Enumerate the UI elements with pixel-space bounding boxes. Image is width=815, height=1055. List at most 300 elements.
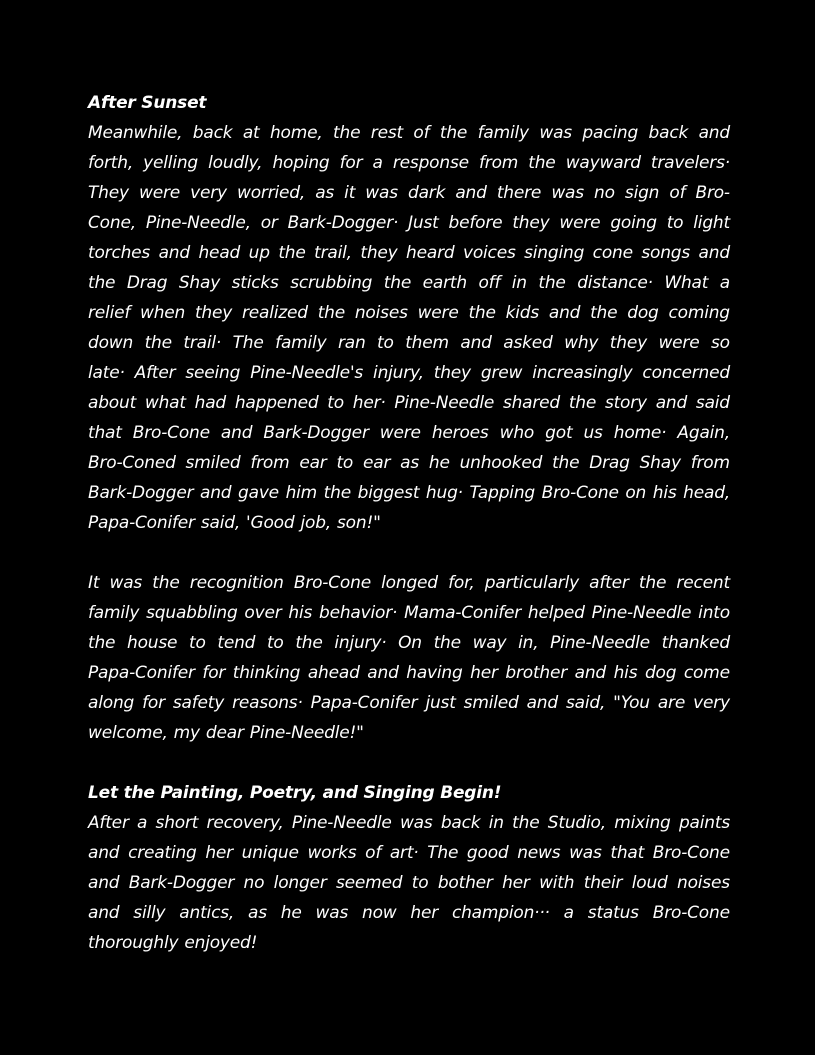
- word: rest: [370, 123, 403, 143]
- word: and: [455, 183, 487, 203]
- word: On: [398, 633, 422, 653]
- word: brother: [505, 663, 568, 683]
- word: back: [648, 123, 689, 143]
- word: him: [285, 483, 318, 503]
- word: songs: [641, 243, 691, 263]
- word: of: [669, 183, 686, 203]
- word: voices: [462, 243, 516, 263]
- word: that: [88, 423, 122, 443]
- word: said,: [200, 513, 241, 533]
- word: grew: [480, 363, 523, 383]
- word: said,: [565, 693, 606, 713]
- word: and: [698, 243, 730, 263]
- word: Papa-Conifer: [88, 513, 195, 533]
- word: was: [539, 123, 572, 143]
- text-line: [88, 268, 730, 298]
- word: recognition: [189, 573, 284, 593]
- word: and: [655, 393, 688, 413]
- word: and: [200, 483, 232, 503]
- word: they: [433, 363, 471, 383]
- word: no: [243, 873, 265, 893]
- word: way: [472, 633, 507, 653]
- word: to: [336, 453, 354, 473]
- word: back: [192, 123, 233, 143]
- word: they: [609, 333, 647, 353]
- word: sign: [624, 183, 660, 203]
- word: back: [440, 813, 481, 833]
- word: Pine-Needle: [394, 393, 495, 413]
- text-line: [88, 148, 730, 178]
- word: longed: [381, 573, 438, 593]
- word: off: [478, 273, 501, 293]
- word: ahead: [307, 663, 360, 683]
- text-line: [88, 238, 730, 268]
- word: Drag: [126, 273, 168, 293]
- text-line: [88, 898, 730, 928]
- text-line: [88, 568, 730, 598]
- word: safety: [172, 693, 225, 713]
- word: head,: [683, 483, 730, 503]
- text-line: [88, 598, 730, 628]
- text-line: [88, 118, 730, 148]
- word: the: [323, 483, 351, 503]
- word: response: [392, 153, 469, 173]
- word: her·: [352, 393, 386, 413]
- word: the: [538, 273, 566, 293]
- word: a: [719, 273, 730, 293]
- word: just: [425, 693, 456, 713]
- text-line: [88, 328, 730, 358]
- word: a: [563, 903, 574, 923]
- word: Bro-Cone: [652, 903, 730, 923]
- word: son!": [337, 513, 381, 533]
- word: her: [502, 873, 530, 893]
- word: Just: [408, 213, 439, 233]
- word: in: [511, 273, 527, 293]
- word: Studio,: [547, 813, 606, 833]
- word: home·: [613, 423, 667, 443]
- word: hug·: [425, 483, 463, 503]
- word: ear: [363, 453, 391, 473]
- word: reasons·: [232, 693, 303, 713]
- word: silly: [133, 903, 166, 923]
- word: were: [658, 333, 700, 353]
- word: worried,: [237, 183, 306, 203]
- word: dog: [627, 303, 659, 323]
- word: and: [367, 663, 399, 683]
- word: a: [137, 813, 148, 833]
- word: very: [190, 183, 227, 203]
- word: the: [383, 273, 412, 293]
- word: loudly,: [208, 153, 263, 173]
- word: family: [88, 603, 140, 623]
- word: to: [189, 633, 206, 653]
- word: Cone,: [88, 213, 136, 233]
- word: Shay: [178, 273, 221, 293]
- word: Bro-Cone: [541, 483, 619, 503]
- word: why: [564, 333, 599, 353]
- word: Bro-: [695, 183, 730, 203]
- word: and: [460, 333, 492, 353]
- word: was: [551, 183, 584, 203]
- word: "You: [613, 693, 650, 713]
- word: about: [88, 393, 137, 413]
- word: to: [377, 333, 394, 353]
- word: realized: [241, 303, 308, 323]
- word: enjoyed!: [184, 933, 258, 953]
- word: for: [339, 153, 363, 173]
- word: the: [638, 573, 667, 593]
- word: increasingly: [532, 363, 633, 383]
- word: into: [698, 603, 730, 623]
- word: longer: [273, 873, 327, 893]
- text-line: [88, 178, 730, 208]
- word: seemed: [336, 873, 403, 893]
- word: to: [266, 633, 284, 653]
- word: family: [477, 123, 529, 143]
- word: along: [88, 693, 135, 713]
- word: light: [693, 213, 730, 233]
- text-line: [88, 838, 730, 868]
- word: for,: [448, 573, 475, 593]
- word: Meanwhile,: [88, 123, 183, 143]
- word: up: [248, 243, 270, 263]
- word: late·: [88, 363, 125, 383]
- word: the: [552, 453, 580, 473]
- word: the: [295, 633, 323, 653]
- word: noises: [354, 303, 408, 323]
- word: After: [88, 813, 129, 833]
- paragraph-gap: [88, 748, 730, 778]
- document-page: [88, 88, 730, 958]
- word: house: [127, 633, 178, 653]
- word: going: [610, 213, 657, 233]
- word: Papa-Conifer: [88, 663, 195, 683]
- word: mixing: [614, 813, 671, 833]
- paragraph-gap: [88, 538, 730, 568]
- word: and: [698, 123, 730, 143]
- word: of: [413, 123, 430, 143]
- word: asked: [503, 333, 553, 353]
- word: was: [399, 813, 433, 833]
- word: injury·: [334, 633, 387, 653]
- word: ear: [299, 453, 327, 473]
- word: ran: [337, 333, 366, 353]
- word: to: [666, 213, 684, 233]
- word: very: [693, 693, 730, 713]
- word: bother: [437, 873, 493, 893]
- word: for: [202, 663, 226, 683]
- word: after: [589, 573, 629, 593]
- word: a: [372, 153, 383, 173]
- word: the: [528, 153, 556, 173]
- word: injury,: [373, 363, 424, 383]
- word: for: [142, 693, 165, 713]
- word: or: [260, 213, 278, 233]
- word: Bark-Dogger: [88, 483, 194, 503]
- word: What: [664, 273, 709, 293]
- word: my: [173, 723, 200, 743]
- word: Bark-Dogger·: [287, 213, 399, 233]
- word: heard: [406, 243, 455, 263]
- word: they: [360, 243, 398, 263]
- word: news: [517, 843, 561, 863]
- word: Pine-Needle!": [249, 723, 364, 743]
- word: with: [539, 873, 575, 893]
- word: wayward: [565, 153, 641, 173]
- word: Bark-Dogger: [128, 873, 235, 893]
- word: he: [280, 903, 302, 923]
- word: having: [406, 663, 463, 683]
- text-line: [88, 628, 730, 658]
- word: said: [695, 393, 730, 413]
- text-line: [88, 298, 730, 328]
- section-heading: Let the Painting, Poetry, and Singing Begin!: [88, 783, 502, 803]
- word: dear: [205, 723, 244, 743]
- text-line: [88, 358, 730, 388]
- text-line: [88, 478, 730, 508]
- word: as: [315, 183, 335, 203]
- word: job,: [300, 513, 332, 533]
- word: The: [427, 843, 459, 863]
- word: Bro-Coned: [88, 453, 176, 473]
- word: pacing: [582, 123, 639, 143]
- word: distance·: [577, 273, 653, 293]
- word: the: [439, 123, 468, 143]
- text-line: [88, 928, 730, 958]
- word: as: [248, 903, 267, 923]
- word: from: [479, 153, 519, 173]
- word: family: [275, 333, 327, 353]
- word: 'Good: [246, 513, 295, 533]
- word: good: [466, 843, 509, 863]
- word: noises: [677, 873, 730, 893]
- word: Mama-Conifer: [404, 603, 522, 623]
- word: recent: [676, 573, 730, 593]
- word: Pine-Needle: [291, 813, 392, 833]
- text-line: [88, 868, 730, 898]
- paragraph: [88, 568, 730, 748]
- word: there: [496, 183, 542, 203]
- word: his: [288, 603, 313, 623]
- word: thoroughly: [88, 933, 179, 953]
- word: gave: [238, 483, 279, 503]
- word: was: [569, 843, 602, 863]
- word: the: [278, 243, 306, 263]
- word: were: [379, 423, 421, 443]
- word: he: [428, 453, 450, 473]
- word: yelling: [143, 153, 199, 173]
- word: dark: [407, 183, 446, 203]
- word: the: [152, 573, 180, 593]
- word: sticks: [231, 273, 279, 293]
- word: Bro-Cone: [652, 843, 730, 863]
- text-line: [88, 418, 730, 448]
- text-line: [88, 208, 730, 238]
- word: at: [242, 123, 260, 143]
- word: Again,: [677, 423, 730, 443]
- word: it: [344, 183, 356, 203]
- word: before: [448, 213, 503, 233]
- word: to: [327, 393, 344, 413]
- word: down: [88, 333, 134, 353]
- word: over: [244, 603, 282, 623]
- word: relief: [88, 303, 131, 323]
- word: head: [198, 243, 241, 263]
- word: in: [488, 813, 504, 833]
- word: smiled: [185, 453, 241, 473]
- word: Papa-Conifer: [310, 693, 418, 713]
- word: status: [587, 903, 639, 923]
- word: no: [594, 183, 615, 203]
- word: their: [583, 873, 623, 893]
- word: smiled: [463, 693, 519, 713]
- word: scrubbing: [290, 273, 373, 293]
- word: story: [604, 393, 647, 413]
- word: The: [232, 333, 264, 353]
- word: dog: [644, 663, 677, 683]
- word: welcome,: [88, 723, 168, 743]
- word: his: [652, 483, 677, 503]
- word: Pine-Needle's: [250, 363, 364, 383]
- text-line: [88, 808, 730, 838]
- word: the: [317, 303, 346, 323]
- word: and: [88, 903, 120, 923]
- word: forth,: [88, 153, 134, 173]
- word: squabbling: [146, 603, 238, 623]
- word: and: [88, 873, 120, 893]
- word: trail,: [314, 243, 352, 263]
- word: Bark-Dogger: [263, 423, 369, 443]
- word: as: [400, 453, 420, 473]
- section-heading: After Sunset: [88, 93, 207, 113]
- word: in,: [518, 633, 539, 653]
- word: Pine-Needle,: [145, 213, 251, 233]
- word: that: [610, 843, 645, 863]
- word: kids: [505, 303, 540, 323]
- word: unique: [241, 843, 299, 863]
- word: the: [468, 303, 496, 323]
- word: are: [657, 693, 686, 713]
- word: trail·: [183, 333, 222, 353]
- paragraph: [88, 118, 730, 538]
- word: and: [88, 843, 120, 863]
- word: concerned: [642, 363, 730, 383]
- word: were: [417, 303, 459, 323]
- word: loud: [631, 873, 668, 893]
- word: was: [109, 573, 143, 593]
- word: They: [88, 183, 129, 203]
- word: Shay: [639, 453, 681, 473]
- word: the: [88, 273, 116, 293]
- word: Pine-Needle: [591, 603, 692, 623]
- word: helped: [527, 603, 585, 623]
- word: thanked: [661, 633, 730, 653]
- word: was: [365, 183, 398, 203]
- word: them: [405, 333, 449, 353]
- word: After: [134, 363, 176, 383]
- word: when: [139, 303, 186, 323]
- word: art·: [389, 843, 419, 863]
- text-line: [88, 688, 730, 718]
- word: now: [362, 903, 397, 923]
- word: champion···: [451, 903, 550, 923]
- word: thinking: [232, 663, 301, 683]
- word: creating: [128, 843, 197, 863]
- word: and: [220, 423, 253, 443]
- word: Tapping: [469, 483, 535, 503]
- word: were: [139, 183, 181, 203]
- word: who: [499, 423, 535, 443]
- word: paints: [678, 813, 730, 833]
- word: cone: [592, 243, 633, 263]
- word: torches: [88, 243, 151, 263]
- word: to: [411, 873, 429, 893]
- word: from: [690, 453, 730, 473]
- word: they: [512, 213, 550, 233]
- word: Pine-Needle: [550, 633, 650, 653]
- word: from: [250, 453, 290, 473]
- word: the: [433, 633, 461, 653]
- word: behavior·: [318, 603, 398, 623]
- word: happened: [234, 393, 319, 413]
- word: come: [683, 663, 730, 683]
- text-line: [88, 388, 730, 418]
- word: It: [88, 573, 100, 593]
- word: shared: [502, 393, 561, 413]
- word: unhooked: [459, 453, 543, 473]
- word: so: [710, 333, 730, 353]
- word: was: [315, 903, 349, 923]
- word: the: [333, 123, 361, 143]
- text-line: [88, 508, 730, 538]
- word: her: [205, 843, 233, 863]
- word: us: [583, 423, 603, 443]
- word: on: [625, 483, 647, 503]
- word: short: [155, 813, 199, 833]
- word: had: [194, 393, 227, 413]
- word: the: [512, 813, 540, 833]
- word: recovery,: [206, 813, 284, 833]
- text-line: [88, 448, 730, 478]
- word: got: [545, 423, 573, 443]
- word: coming: [668, 303, 730, 323]
- word: they: [194, 303, 233, 323]
- word: works: [307, 843, 357, 863]
- word: antics,: [179, 903, 235, 923]
- word: seeing: [185, 363, 241, 383]
- paragraph: [88, 808, 730, 958]
- word: what: [144, 393, 186, 413]
- word: the: [88, 633, 116, 653]
- word: and: [526, 693, 558, 713]
- word: were: [559, 213, 601, 233]
- text-line: [88, 658, 730, 688]
- word: travelers·: [650, 153, 730, 173]
- word: Bro-Cone: [132, 423, 210, 443]
- word: home,: [269, 123, 323, 143]
- word: earth: [422, 273, 467, 293]
- word: her: [410, 903, 439, 923]
- word: the: [568, 393, 597, 413]
- word: and: [158, 243, 190, 263]
- word: and: [548, 303, 581, 323]
- word: Drag: [589, 453, 630, 473]
- word: biggest: [357, 483, 420, 503]
- word: singing: [524, 243, 585, 263]
- word: tend: [217, 633, 256, 653]
- word: the: [144, 333, 172, 353]
